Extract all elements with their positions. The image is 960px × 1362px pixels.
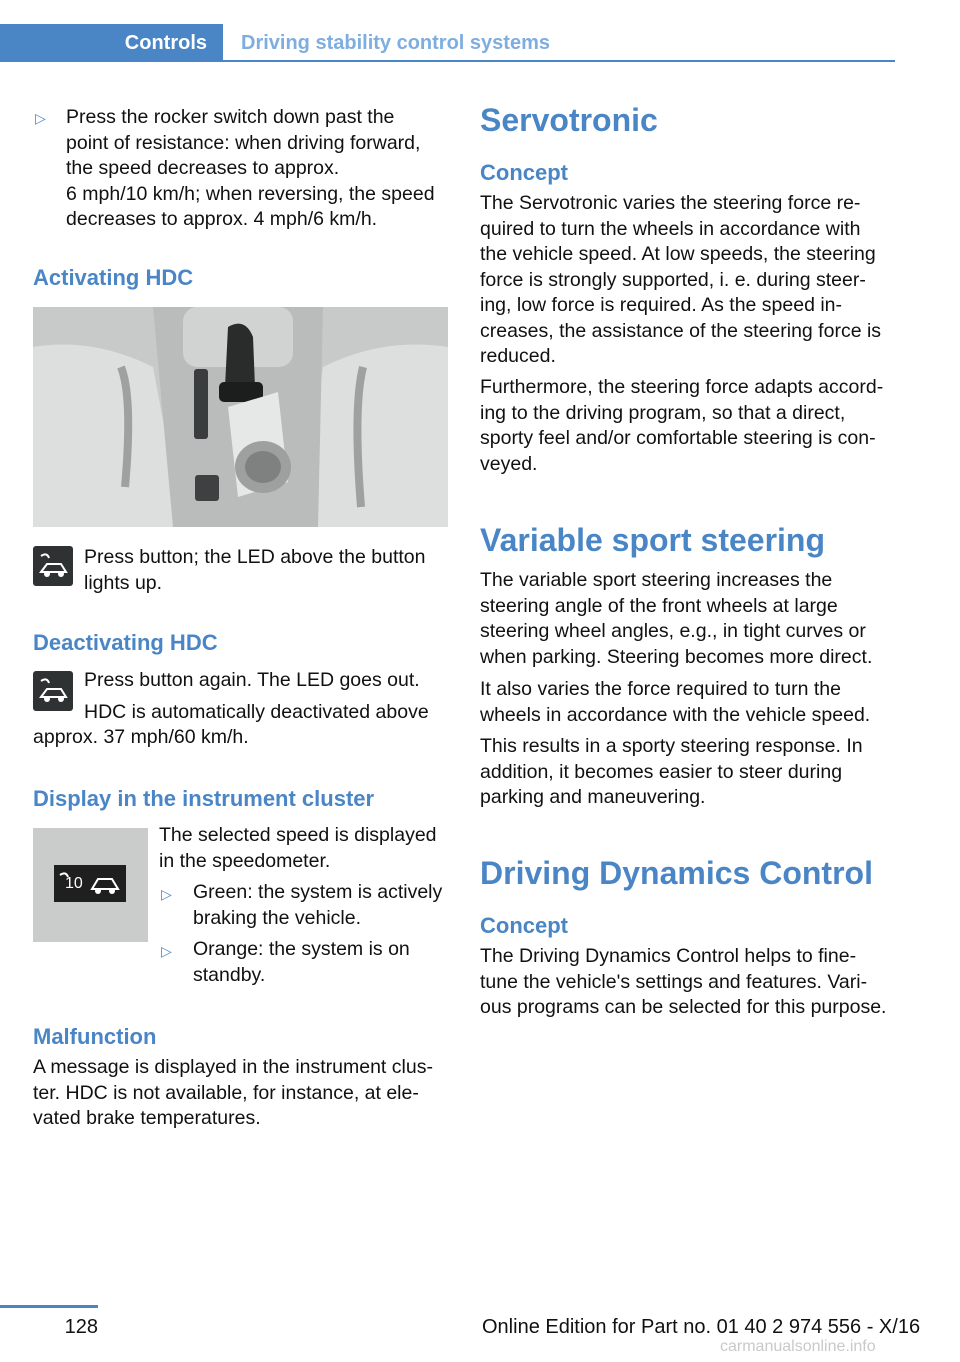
text-line: This results in a sporty steering response. In [480,735,863,757]
heading-malfunction: Malfunction [33,1024,157,1049]
text-line: ous programs can be selected for this purpose. [480,996,887,1018]
text-line: creases, the assistance of the steering force is [480,319,882,342]
variable-paragraph-3 [480,734,910,811]
title-variable-sport-steering: Variable sport steering [480,522,826,558]
text-line: the vehicle speed. At low speeds, the steering [480,243,876,265]
page-number: 128 [64,1316,98,1338]
text-line: tune the vehicle's settings and features. Vari- [480,970,868,993]
text-line: quired to turn the wheels in accordance with [480,217,861,240]
text-line: Orange: the system is on [193,938,410,960]
deactivating-text-3 [33,725,448,751]
subheading-concept: Concept [480,160,568,185]
text-line: 6 mph/10 km/h; when reversing, the speed [66,182,435,205]
text-line: ing, low force is required. As the speed in- [480,294,843,316]
text-line: It also varies the force required to turn the [480,678,841,700]
edition-text: Online Edition for Part no. 01 40 2 974 556 - X/16 [482,1316,921,1338]
footer-rule [0,1305,98,1308]
text-line: standby. [193,963,266,986]
text-line: approx. 37 mph/60 km/h. [33,726,249,748]
text-line: steering wheel angles, e.g., in tight curves or [480,620,866,642]
subheading-concept: Concept [480,913,568,938]
text-line: steering angle of the front wheels at large [480,594,838,617]
text-line: force is strongly supported, i. e. during steer- [480,268,866,291]
display-bullet-green [193,880,455,931]
chapter-label: Controls [124,31,207,54]
text-line: A message is displayed in the instrument clus- [33,1056,433,1078]
text-line: sporty feel and/or comfortable steering is con- [480,427,876,449]
text-line: The Driving Dynamics Control helps to fine- [480,945,857,967]
text-line: Press button again. The LED goes out. [84,669,420,691]
text-line: ter. HDC is not available, for instance, at ele- [33,1081,419,1104]
console-illustration [33,307,448,527]
text-line: Green: the system is actively [193,881,443,903]
bullet-triangle-icon: ▷ [161,943,172,959]
instrument-cluster-image [33,828,148,942]
servotronic-paragraph-1 [480,191,910,370]
activating-text [84,545,449,596]
page-header [0,24,895,62]
bullet-intro [66,105,451,233]
text-line: wheels in accordance with the vehicle speed. [480,703,871,726]
hdc-button-icon [33,671,73,711]
section-title[interactable]: Driving stability control systems [241,31,550,54]
title-driving-dynamics-control: Driving Dynamics Control [480,855,873,891]
text-line: point of resistance: when driving forward, [66,131,421,154]
text-line: Press the rocker switch down past the [66,106,395,128]
text-line: Furthermore, the steering force adapts accord- [480,376,884,398]
text-line: The selected speed is displayed [159,824,437,846]
title-servotronic: Servotronic [480,102,658,138]
malfunction-text [33,1055,458,1132]
text-line: braking the vehicle. [193,906,362,929]
variable-paragraph-2 [480,677,910,728]
text-line: ing to the driving program, so that a direct, [480,401,846,424]
heading-display-cluster: Display in the instrument cluster [33,786,375,811]
text-line: The variable sport steering increases the [480,569,833,591]
display-text [159,823,454,874]
bullet-triangle-icon: ▷ [35,110,46,126]
center-console-photo [33,307,448,527]
chapter-tab[interactable] [0,24,223,62]
variable-paragraph-1 [480,568,910,670]
text-line: The Servotronic varies the steering force re- [480,192,861,214]
text-line: Press button; the LED above the button [84,546,426,568]
servotronic-paragraph-2 [480,375,910,477]
text-line: lights up. [84,571,163,594]
deactivating-text-1 [84,668,449,694]
text-line: vated brake temperatures. [33,1107,261,1129]
text-line: reduced. [480,345,556,367]
bullet-triangle-icon: ▷ [161,886,172,902]
heading-deactivating-hdc: Deactivating HDC [33,630,218,655]
text-line: decreases to approx. 4 mph/6 km/h. [66,208,378,230]
deactivating-text-2 [84,700,449,726]
text-line: veyed. [480,452,538,475]
hdc-button-icon [33,546,73,586]
ddc-paragraph-1 [480,944,910,1021]
heading-activating-hdc: Activating HDC [33,265,194,290]
display-bullet-orange [193,937,455,988]
watermark: carmanualsonline.info [720,1338,876,1355]
cluster-display [54,865,126,902]
text-line: parking and maneuvering. [480,786,706,808]
text-line: addition, it becomes easier to steer during [480,760,843,783]
text-line: when parking. Steering becomes more direct. [480,645,873,668]
text-line: HDC is automatically deactivated above [84,701,429,723]
text-line: the speed decreases to approx. [66,157,340,179]
text-line: in the speedometer. [159,849,331,872]
cluster-speed: 10 [65,875,83,892]
